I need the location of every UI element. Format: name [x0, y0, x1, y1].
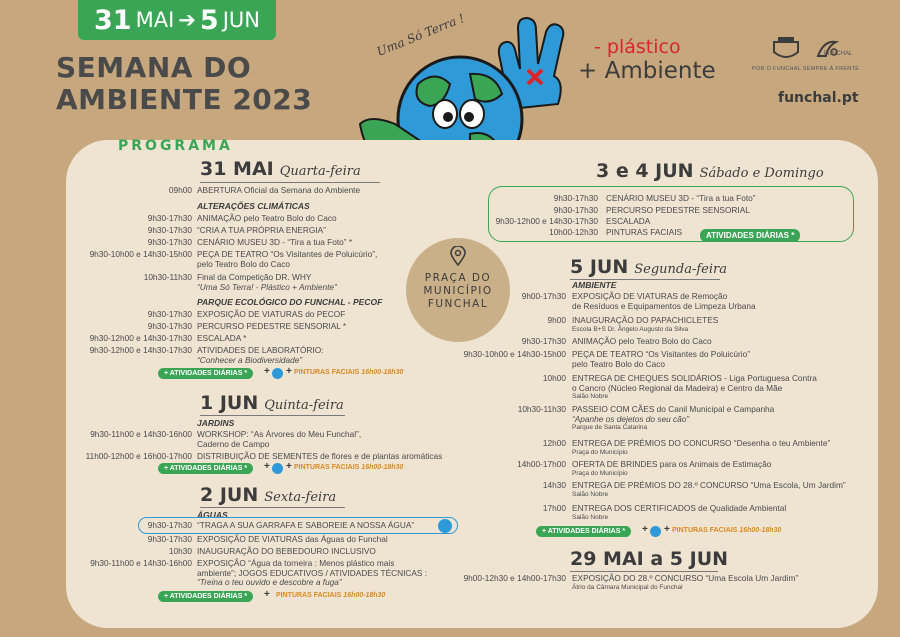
- row-place: Praça do Município: [572, 448, 628, 456]
- banner-end-month: JUN: [222, 8, 260, 32]
- row-place: Parque de Santa Catarina: [572, 424, 648, 432]
- row-desc: PERCURSO PEDESTRE SENSORIAL *: [197, 321, 347, 331]
- face-painting-label: [294, 464, 403, 471]
- row-desc-line: “Apanhe os dejetos do seu cão”: [572, 413, 690, 424]
- section-title: AMBIENTE: [572, 280, 617, 290]
- row-desc-line: ATIVIDADES DE LABORATÓRIO:: [197, 345, 324, 355]
- day-weekday: Sábado e Domingo: [699, 166, 824, 181]
- logo-caption: POR O FUNCHAL SEMPRE À FRENTE: [752, 66, 860, 72]
- arrow-right-icon: ➔: [178, 8, 196, 32]
- day-heading-1-jun: [200, 392, 344, 414]
- row-time: 9h00-17h30: [521, 291, 566, 301]
- row-desc: [572, 574, 798, 592]
- row-desc-line: ENTREGA DOS CERTIFICADOS de Qualidade Ambiental: [572, 503, 787, 513]
- plus-sign: +: [264, 366, 270, 377]
- page-title: [56, 52, 312, 116]
- row-desc: [197, 430, 361, 449]
- row-desc-line: INAUGURAÇÃO DO PAPACHICLETES: [572, 315, 719, 325]
- location-line-1: PRAÇA DO: [424, 272, 492, 284]
- row-desc: [197, 250, 377, 269]
- row-desc-line: pelo Teatro Bolo do Caco: [572, 358, 666, 369]
- row-desc-line: Final da Competição DR. WHY: [197, 272, 312, 282]
- row-time: 9h30-17h30: [147, 520, 192, 530]
- row-desc: [572, 481, 846, 499]
- row-time: 14h00-17h00: [517, 459, 566, 469]
- day-date: 31 MAI: [200, 158, 274, 180]
- face-painting-label: [294, 369, 403, 376]
- row-desc-line: PASSEIO COM CÃES do Canil Municipal e Campanha: [572, 404, 775, 414]
- row-desc-line: “Uma Só Terra! - Plástico + Ambiente”: [197, 281, 337, 292]
- location-text: [406, 272, 510, 311]
- row-desc-line: EXPOSIÇÃO DE VIATURAS de Remoção: [572, 291, 728, 301]
- globe-caption: Uma Só Terra !: [374, 11, 467, 59]
- title-line-2: AMBIENTE 2023: [56, 83, 313, 116]
- funchal-logo-icon: [814, 36, 842, 62]
- face-painting-label: [276, 592, 385, 599]
- divider: [200, 507, 345, 508]
- row-time: 9h30-17h30: [147, 213, 192, 223]
- row-desc-line: OFERTA DE BRINDES para os Animais de Estimação: [572, 459, 772, 469]
- banner-start-month: MAI: [135, 8, 175, 32]
- daily-activities-badge: + ATIVIDADES DIÁRIAS *: [158, 591, 253, 602]
- day-date: 2 JUN: [200, 484, 259, 506]
- funchal-logo-word: FUNCHAL: [824, 51, 853, 57]
- face-painting-time: 16h00-18h30: [361, 369, 404, 376]
- row-time: 9h30-11h00 e 14h30-16h00: [90, 429, 192, 439]
- row-time: 17h00: [542, 503, 566, 513]
- face-painting-text: PINTURAS FACIAIS: [294, 464, 360, 471]
- row-desc-line: ENTREGA DE PRÉMIOS DO 28.º CONCURSO “Uma Escola, Um Jardim”: [572, 480, 846, 490]
- row-desc: PERCURSO PEDESTRE SENSORIAL: [606, 205, 750, 215]
- day-date: 1 JUN: [200, 392, 259, 414]
- row-desc: [572, 350, 750, 369]
- row-time: 9h30-10h00 e 14h30-15h00: [89, 249, 192, 259]
- website-link[interactable]: funchal.pt: [778, 90, 859, 106]
- row-time: 11h00-12h00 e 16h00-17h00: [85, 451, 192, 461]
- row-desc-line: ENTREGA DE CHEQUES SOLIDÁRIOS - Liga Portuguesa Contra: [572, 373, 817, 383]
- row-desc-line: “Treina o teu ouvido e descobre a fuga”: [197, 577, 342, 588]
- face-painting-label: [672, 527, 781, 534]
- row-time: 10h30: [168, 546, 192, 556]
- day-heading-29-mai-5-jun: [570, 548, 728, 570]
- row-time: 9h30-17h30: [521, 336, 566, 346]
- daily-activities-badge: + ATIVIDADES DIÁRIAS *: [536, 526, 631, 537]
- row-desc-line: o Cancro (Núcleo Regional da Madeira) e Centro da Mãe: [572, 382, 783, 393]
- coat-of-arms-icon: [766, 34, 806, 64]
- row-desc-line: WORKSHOP: “As Árvores do Meu Funchal”,: [197, 429, 362, 439]
- row-desc: [572, 460, 771, 478]
- banner-end-day: 5: [199, 4, 219, 36]
- plus-sign: +: [286, 461, 292, 472]
- day-heading-3-4-jun: [596, 160, 824, 182]
- banner-start-day: 31: [94, 4, 132, 36]
- row-place: Salão Nobre: [572, 513, 609, 521]
- row-time: 9h30-10h00 e 14h30-15h00: [463, 349, 566, 359]
- row-place: Escola B+S Dr. Ângelo Augusto da Silva: [572, 325, 689, 333]
- section-title: PARQUE ECOLÓGICO DO FUNCHAL - PECOF: [197, 297, 383, 307]
- row-time: 9h00: [547, 315, 566, 325]
- daily-activities-badge: ATIVIDADES DIÁRIAS *: [700, 229, 800, 242]
- row-desc: CENÁRIO MUSEU 3D - “Tira a tua Foto”: [606, 193, 756, 203]
- day-weekday: Quinta-feira: [264, 398, 344, 413]
- day-weekday: Quarta-feira: [279, 164, 361, 179]
- row-desc: PINTURAS FACIAIS: [606, 227, 683, 237]
- row-desc: EXPOSIÇÃO DE VIATURAS do PECOF: [197, 309, 346, 319]
- row-desc: [572, 374, 817, 401]
- row-time: 9h30-17h30: [147, 309, 192, 319]
- row-desc: [572, 439, 830, 457]
- row-time: 10h00: [542, 373, 566, 383]
- row-time: 9h30-17h30: [147, 237, 192, 247]
- row-desc: EXPOSIÇÃO DE VIATURAS das Águas do Funchal: [197, 534, 388, 544]
- map-pin-icon: [450, 246, 466, 266]
- row-time: 9h30-17h30: [147, 321, 192, 331]
- day-date: 3 e 4 JUN: [596, 160, 694, 182]
- row-place: Praça do Município: [572, 469, 628, 477]
- water-drop-icon: [438, 519, 452, 533]
- row-desc-line: de Resíduos e Equipamentos de Limpeza Urbana: [572, 300, 756, 311]
- divider: [200, 182, 380, 183]
- row-time: 9h30-12h00 e 14h30-17h30: [89, 345, 192, 355]
- location-line-3: FUNCHAL: [427, 298, 489, 310]
- day-heading-31-mai: [200, 158, 361, 180]
- row-desc: ESCALADA: [606, 216, 651, 226]
- row-desc: [572, 316, 718, 334]
- day-weekday: Sexta-feira: [264, 490, 337, 505]
- row-time: 9h30-12h00 e 14h30-17h30: [89, 333, 192, 343]
- face-painting-text: PINTURAS FACIAIS: [276, 592, 342, 599]
- row-desc: [197, 559, 427, 588]
- daily-activities-badge: + ATIVIDADES DIÁRIAS *: [158, 368, 253, 379]
- face-painting-time: 16h00-18h30: [343, 592, 386, 599]
- row-time: 9h30-11h00 e 14h30-16h00: [90, 558, 192, 568]
- row-desc-line: Caderno de Campo: [197, 438, 270, 449]
- row-time: 9h30-17h30: [553, 205, 598, 215]
- row-desc: “CRIA A TUA PRÓPRIA ENERGIA”: [197, 225, 326, 235]
- row-desc: [197, 273, 337, 292]
- row-desc: “TRAGA A SUA GARRAFA E SABOREIE A NOSSA ÁGUA”: [197, 520, 415, 530]
- row-time: 10h30-11h30: [517, 404, 566, 414]
- title-line-1: SEMANA DO: [56, 51, 252, 84]
- row-time: 12h00: [542, 438, 566, 448]
- row-time: 9h30-12h00 e 14h30-17h30: [495, 216, 598, 226]
- row-place: Salão Nobre: [572, 393, 609, 401]
- daily-activities-badge: + ATIVIDADES DIÁRIAS *: [158, 463, 253, 474]
- plus-sign: +: [664, 524, 670, 535]
- row-time: 10h30-11h30: [143, 272, 192, 282]
- plus-sign: +: [264, 461, 270, 472]
- row-time: 9h30-17h30: [147, 534, 192, 544]
- day-date: 29 MAI a 5 JUN: [570, 548, 729, 570]
- plus-sign: +: [642, 524, 648, 535]
- divider: [200, 415, 345, 416]
- row-desc: [572, 405, 774, 432]
- section-title: ALTERAÇÕES CLIMÁTICAS: [197, 201, 310, 211]
- row-desc: CENÁRIO MUSEU 3D - “Tira a tua Foto” *: [197, 237, 353, 247]
- row-desc-line: pelo Teatro Bolo do Caco: [197, 258, 291, 269]
- row-time: 14h30: [542, 480, 566, 490]
- day-weekday: Segunda-feira: [634, 262, 727, 277]
- row-place: Átrio da Câmara Municipal do Funchal: [572, 583, 683, 591]
- row-desc: DISTRIBUIÇÃO DE SEMENTES de flores e de plantas aromáticas: [197, 451, 443, 461]
- row-time: 09h00: [168, 185, 192, 195]
- day-heading-5-jun: [570, 256, 727, 278]
- slogan-plus-ambiente: + Ambiente: [578, 58, 716, 84]
- section-title: ÁGUAS: [197, 510, 228, 520]
- water-drop-icon: [650, 526, 661, 537]
- face-painting-text: PINTURAS FACIAIS: [294, 369, 360, 376]
- face-painting-time: 16h00-18h30: [739, 527, 782, 534]
- row-desc: ABERTURA Oficial da Semana do Ambiente: [197, 185, 361, 195]
- row-desc-line: ambiente”; JOGOS EDUCATIVOS / ATIVIDADES TÉCNICAS :: [197, 567, 428, 578]
- row-desc-line: “Conhecer a Biodiversidade”: [197, 354, 303, 365]
- section-title: JARDINS: [197, 418, 235, 428]
- row-time: 10h00-12h30: [549, 227, 598, 237]
- programa-heading: PROGRAMA: [118, 138, 233, 154]
- row-desc-line: PEÇA DE TEATRO “Os Visitantes de Poluicúrio”,: [197, 249, 378, 259]
- face-painting-text: PINTURAS FACIAIS: [672, 527, 738, 534]
- row-time: 9h00-12h30 e 14h00-17h30: [463, 573, 566, 583]
- row-desc: ANIMAÇÃO pelo Teatro Bolo do Caco: [197, 213, 337, 223]
- row-desc: ESCALADA *: [197, 333, 247, 343]
- row-desc: [572, 504, 786, 522]
- row-desc: ANIMAÇÃO pelo Teatro Bolo do Caco: [572, 336, 712, 346]
- water-drop-icon: [272, 368, 283, 379]
- date-banner: [78, 0, 276, 40]
- divider: [570, 571, 718, 572]
- row-desc-line: EXPOSIÇÃO “Água da torneira : Menos plástico mais: [197, 558, 395, 568]
- row-desc: [572, 292, 756, 311]
- row-place: Salão Nobre: [572, 490, 609, 498]
- row-desc-line: EXPOSIÇÃO DO 28.º CONCURSO “Uma Escola Um Jardim”: [572, 573, 799, 583]
- plus-sign: +: [286, 366, 292, 377]
- water-drop-icon: [272, 463, 283, 474]
- row-time: 9h30-17h30: [147, 225, 192, 235]
- slogan-minus-plastic: - plástico: [594, 36, 681, 58]
- plus-sign: +: [264, 589, 270, 600]
- day-date: 5 JUN: [570, 256, 629, 278]
- location-line-2: MUNICÍPIO: [423, 285, 493, 297]
- face-painting-time: 16h00-18h30: [361, 464, 404, 471]
- row-desc: INAUGURAÇÃO DO BEBEDOURO INCLUSIVO: [197, 546, 376, 556]
- row-desc-line: PEÇA DE TEATRO “Os Visitantes do Poluicúrio”: [572, 349, 750, 359]
- row-time: 9h30-17h30: [553, 193, 598, 203]
- row-desc: [197, 346, 323, 365]
- row-desc-line: ENTREGA DE PRÉMIOS DO CONCURSO “Desenha o teu Ambiente”: [572, 438, 831, 448]
- day-heading-2-jun: [200, 484, 336, 506]
